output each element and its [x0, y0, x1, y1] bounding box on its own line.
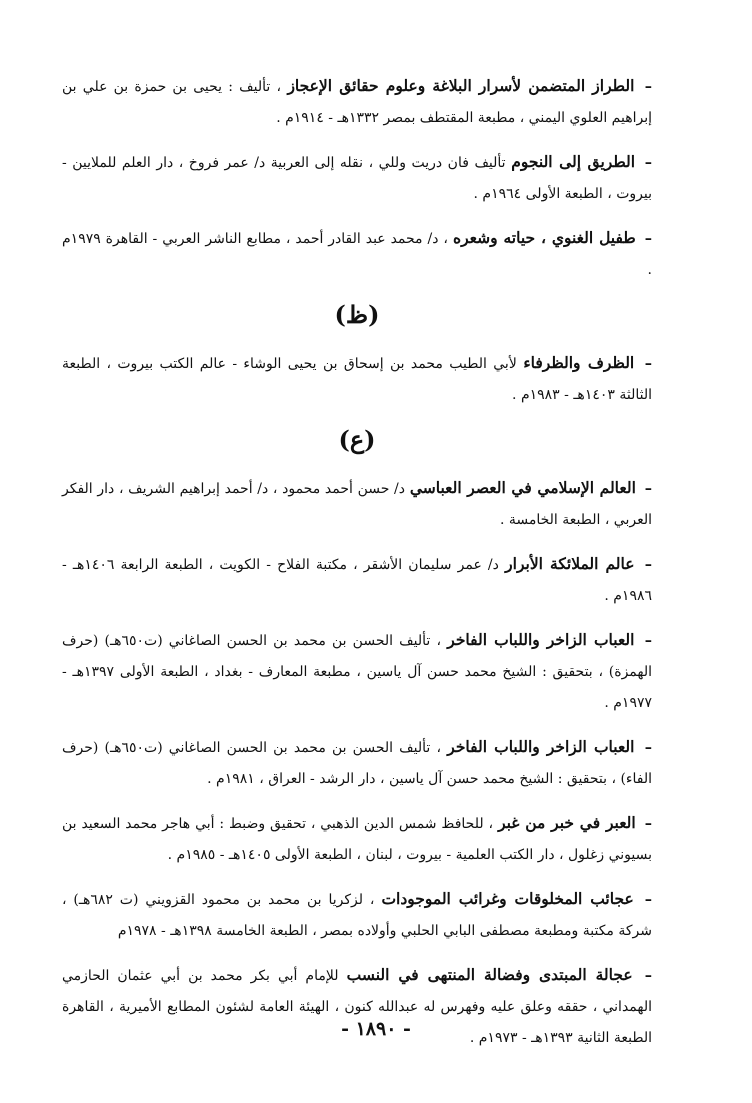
bibliography-entry: [62, 548, 652, 612]
page-number: - ١٨٩٠ -: [341, 1018, 411, 1040]
bibliography-entry: [62, 731, 652, 795]
bibliography-entry: [62, 70, 652, 134]
entry-details: ، تأليف الحسن بن محمد بن الحسن الصاغاني (ت٦٥٠هـ) (حرف الهمزة) ، بتحقيق : الشيخ محمد حسن آل ياسين ، مطبعة المعارف - بغداد ، الطبعة الأولى ١٣٩٧هـ - ١٩٧٧م .: [62, 633, 652, 711]
section-letter-heading: (ظ): [334, 300, 380, 329]
entry-dash: –: [644, 891, 653, 908]
entry-title: العالم الإسلامي في العصر العباسي: [409, 478, 636, 497]
entry-dash: –: [644, 78, 652, 95]
entry-details: د/ حسن أحمد محمود ، د/ أحمد إبراهيم الشريف ، دار الفكر العربي ، الطبعة الخامسة .: [62, 481, 652, 528]
entry-details: ، لزكريا بن محمد بن محمود القزويني (ت ٦٨٢هـ) ، شركة مكتبة ومطبعة مصطفى البابي الحلبي وأولاده بمصر ، الطبعة الخامسة ١٣٩٨هـ - ١٩٧٨م: [62, 892, 652, 939]
section-letter-heading: (ع): [338, 425, 376, 454]
entry-dash: –: [644, 480, 652, 497]
entry-dash: –: [644, 632, 653, 649]
entry-details: ، للحافظ شمس الدين الذهبي ، تحقيق وضبط : أبي هاجر محمد السعيد بن بسيوني زغلول ، دار الكتب العلمية - بيروت ، لبنان ، الطبعة الأولى ١٤٠٥هـ - ١٩٨٥م .: [62, 816, 652, 863]
entry-title: الظرف والظرفاء: [523, 353, 635, 372]
entry-title: العباب الزاخر واللباب الفاخر: [447, 630, 635, 649]
bibliography-entry: [62, 222, 652, 286]
entry-title: عالم الملائكة الأبرار: [505, 554, 635, 573]
entry-dash: –: [644, 967, 653, 984]
entry-details: ، تأليف الحسن بن محمد بن الحسن الصاغاني (ت٦٥٠هـ) (حرف الفاء) ، بتحقيق : الشيخ محمد حسن آل ياسين ، دار الرشد - العراق ، ١٩٨١م .: [62, 740, 652, 787]
bibliography-entry: [62, 472, 652, 536]
entry-dash: –: [644, 556, 653, 573]
entry-dash: –: [644, 355, 653, 372]
bibliography-entry: [62, 347, 652, 411]
entry-details: لأبي الطيب محمد بن إسحاق بن يحيى الوشاء - عالم الكتب بيروت ، الطبعة الثالثة ١٤٠٣هـ - ١٩٨٣م .: [62, 356, 652, 403]
entry-details: تأليف فان دريت وللي ، نقله إلى العربية د/ عمر فروخ ، دار العلم للملايين - بيروت ، الطبعة الأولى ١٩٦٤م .: [62, 155, 652, 202]
entry-details: د/ عمر سليمان الأشقر ، مكتبة الفلاح - الكويت ، الطبعة الرابعة ١٤٠٦هـ - ١٩٨٦م .: [62, 557, 652, 604]
bibliography-page: [62, 70, 652, 1066]
entry-details: للإمام أبي بكر محمد بن أبي عثمان الحازمي الهمداني ، حققه وعلق عليه وفهرس له عبدالله كنون ، الهيئة العامة لشئون المطابع الأميرية ، القاهرة الطبعة الثانية ١٣٩٣هـ - ١٩٧٣م .: [62, 968, 652, 1046]
bibliography-entry: [62, 624, 652, 719]
entry-title: الطراز المتضمن لأسرار البلاغة وعلوم حقائق الإعجاز: [287, 76, 635, 95]
entry-dash: –: [644, 154, 653, 171]
entry-dash: –: [644, 815, 652, 832]
entry-title: عجالة المبتدى وفضالة المنتهى في النسب: [346, 965, 633, 984]
bibliography-entry: [62, 883, 652, 947]
entry-title: الطريق إلى النجوم: [511, 152, 636, 171]
entry-details: ، د/ محمد عبد القادر أحمد ، مطابع الناشر العربي - القاهرة ١٩٧٩م .: [62, 231, 652, 278]
entry-dash: –: [644, 230, 653, 247]
bibliography-entry: [62, 146, 652, 210]
entry-dash: –: [644, 739, 653, 756]
entry-title: العبر في خبر من غبر: [498, 813, 636, 832]
entry-title: العباب الزاخر واللباب الفاخر: [447, 737, 635, 756]
entry-details: ، تأليف : يحيى بن حمزة بن علي بن إبراهيم العلوي اليمني ، مطبعة المقتطف بمصر ١٣٣٢هـ - ١٩١٤م .: [62, 79, 652, 126]
entry-title: عجائب المخلوقات وغرائب الموجودات: [381, 889, 634, 908]
bibliography-entry: [62, 807, 652, 871]
entry-title: طفيل الغنوي ، حياته وشعره: [453, 228, 636, 247]
